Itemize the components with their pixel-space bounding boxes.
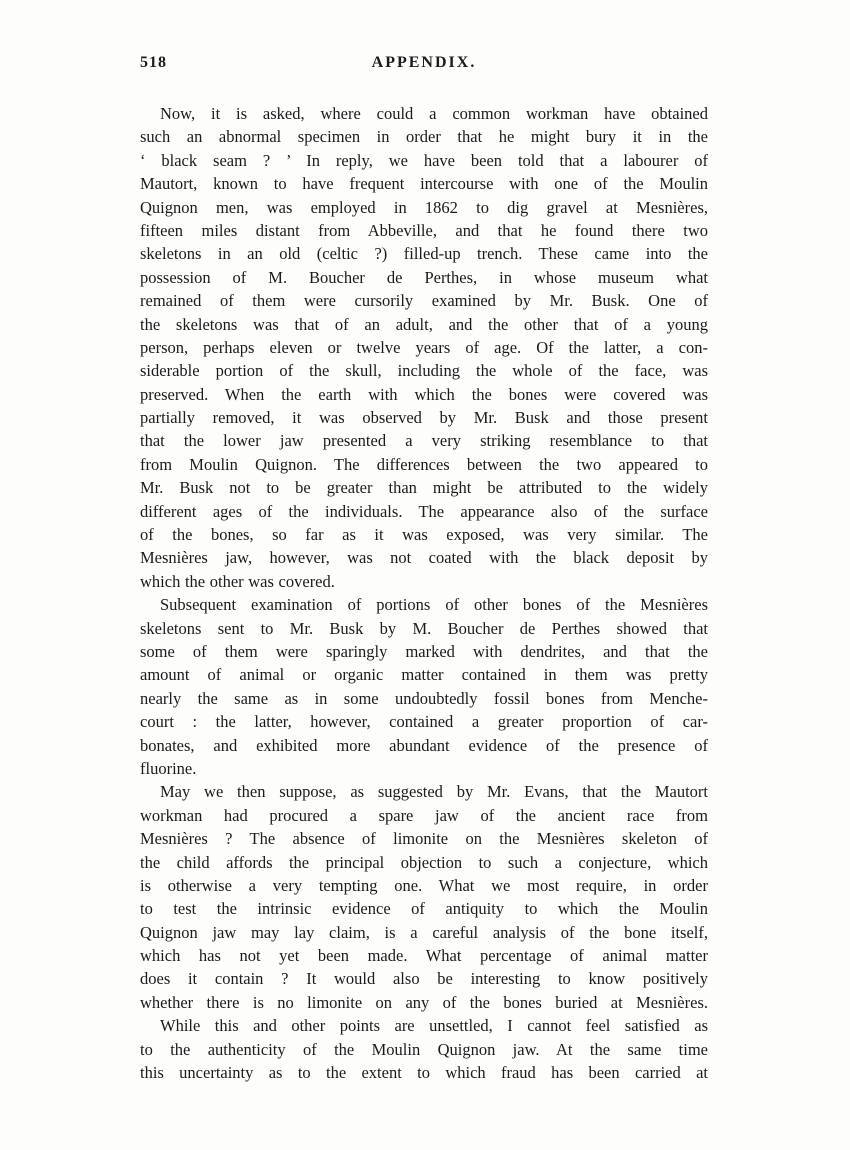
text-line: Subsequent examination of portions of other bones of the Mesnières <box>160 595 708 615</box>
text-line: which has not yet been made. What percentage of animal matter <box>140 946 708 966</box>
paragraph <box>140 780 708 1014</box>
page-number: 518 <box>140 54 167 71</box>
text-line: Quignon men, was employed in 1862 to dig gravel at Mesnières, <box>140 197 708 217</box>
page-body <box>140 102 708 1084</box>
text-line: fluorine. <box>140 758 197 778</box>
text-line: bonates, and exhibited more abundant evidence of the presence of <box>140 735 708 755</box>
text-line: from Moulin Quignon. The differences between the two appeared to <box>140 454 708 474</box>
text-line: Quignon jaw may lay claim, is a careful analysis of the bone itself, <box>140 922 708 942</box>
text-line: to the authenticity of the Moulin Quignon jaw. At the same time <box>140 1039 708 1059</box>
text-line: such an abnormal specimen in order that he might bury it in the <box>140 127 708 147</box>
text-line: Mesnières ? The absence of limonite on the Mesnières skeleton of <box>140 829 708 849</box>
text-line: does it contain ? It would also be interesting to know positively <box>140 969 708 989</box>
text-line: the child affords the principal objection to such a conjecture, which <box>140 852 708 872</box>
text-line: Mesnières jaw, however, was not coated with the black deposit by <box>140 548 708 568</box>
text-line: Now, it is asked, where could a common workman have obtained <box>160 104 708 123</box>
text-line: which the other was covered. <box>140 571 335 591</box>
running-head: APPENDIX. <box>371 54 477 71</box>
paragraph <box>140 593 708 780</box>
text-line: partially removed, it was observed by Mr. Busk and those present <box>140 408 708 428</box>
page-header <box>140 54 708 76</box>
text-line: to test the intrinsic evidence of antiquity to which the Moulin <box>140 899 708 919</box>
paragraph <box>140 1014 708 1084</box>
text-line: siderable portion of the skull, including the whole of the face, was <box>140 361 708 381</box>
text-line: ‘ black seam ? ’ In reply, we have been told that a labourer of <box>140 150 708 170</box>
text-line: possession of M. Boucher de Perthes, in whose museum what <box>140 267 708 287</box>
text-line: the skeletons was that of an adult, and the other that of a young <box>140 314 708 334</box>
text-line: Mautort, known to have frequent intercourse with one of the Moulin <box>140 174 708 194</box>
text-line: amount of animal or organic matter contained in them was pretty <box>140 665 708 685</box>
text-line: workman had procured a spare jaw of the ancient race from <box>140 805 708 825</box>
text-line: this uncertainty as to the extent to which fraud has been carried at <box>140 1063 708 1083</box>
text-line: that the lower jaw presented a very striking resemblance to that <box>140 431 708 451</box>
text-line: While this and other points are unsettled, I cannot feel satisfied as <box>160 1016 708 1036</box>
text-line: preserved. When the earth with which the bones were covered was <box>140 384 708 404</box>
text-line: fifteen miles distant from Abbeville, and that he found there two <box>140 220 708 240</box>
text-line: whether there is no limonite on any of the bones buried at Mesnières. <box>140 992 708 1012</box>
text-line: of the bones, so far as it was exposed, was very similar. The <box>140 525 708 545</box>
text-line: Mr. Busk not to be greater than might be attributed to the widely <box>140 478 708 498</box>
text-line: person, perhaps eleven or twelve years of age. Of the latter, a con- <box>140 337 708 357</box>
text-line: skeletons sent to Mr. Busk by M. Boucher de Perthes showed that <box>140 618 708 638</box>
text-line: nearly the same as in some undoubtedly fossil bones from Menche- <box>140 688 708 708</box>
text-line: remained of them were cursorily examined by Mr. Busk. One of <box>140 291 708 311</box>
paragraph <box>140 102 708 593</box>
text-line: court : the latter, however, contained a greater proportion of car- <box>140 712 708 732</box>
text-line: skeletons in an old (celtic ?) filled-up trench. These came into the <box>140 244 708 264</box>
text-line: is otherwise a very tempting one. What we most require, in order <box>140 875 708 895</box>
text-line: May we then suppose, as suggested by Mr. Evans, that the Mautort <box>160 782 708 802</box>
text-line: some of them were sparingly marked with dendrites, and that the <box>140 641 708 661</box>
text-line: different ages of the individuals. The appearance also of the surface <box>140 501 708 521</box>
